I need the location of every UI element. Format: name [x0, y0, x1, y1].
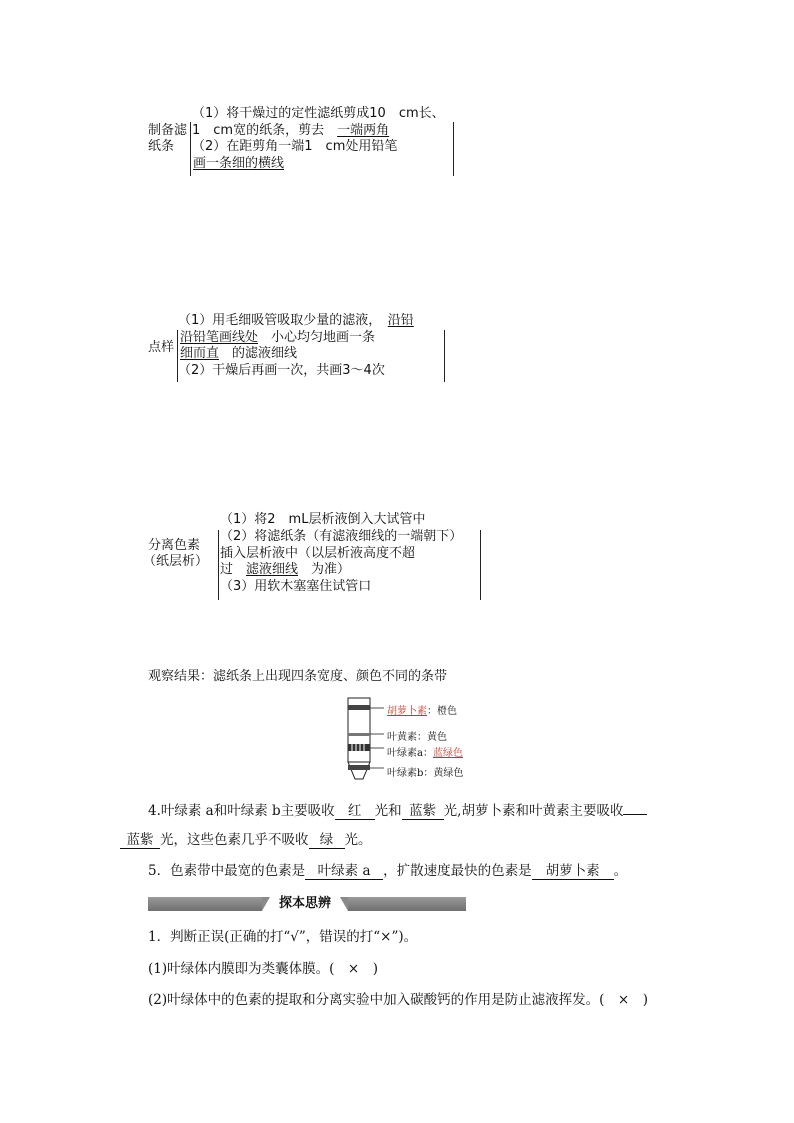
- text-span: 光,胡萝卜素和叶黄素主要吸收: [443, 803, 624, 819]
- text-line: [192, 122, 389, 139]
- banner-cap: [262, 897, 270, 911]
- answer-text: 一端两角: [337, 123, 390, 138]
- brace-right: [453, 122, 454, 176]
- text-span: 小心均匀地画一条: [258, 330, 376, 345]
- text-span: （1）用毛细吸管吸取少量的滤液，: [178, 313, 388, 328]
- band-label-chlorophyll-b: 叶绿素b：黄绿色: [387, 768, 464, 779]
- answer-blank: 蓝紫: [120, 832, 160, 849]
- section-label: 纸条: [148, 139, 175, 154]
- brace-right: [480, 530, 481, 600]
- text-span: 光，这些色素几乎不吸收: [160, 832, 309, 848]
- text-line: 插入层析液中（以层析液高度不超: [220, 546, 416, 561]
- answer-blank: 胡萝卜素: [532, 863, 614, 880]
- answer-text: 细而直: [180, 346, 220, 361]
- band-name: 叶绿素a：: [387, 748, 433, 759]
- band-label-carotene: [387, 702, 457, 717]
- text-span: 过: [220, 562, 247, 577]
- brace-right: [444, 330, 445, 382]
- text-span: 光和: [374, 803, 402, 819]
- text-line: （3）用软木塞塞住试管口: [220, 579, 372, 594]
- band-name: 胡萝卜素: [387, 706, 427, 717]
- answer-blank: 叶绿素 a: [305, 863, 383, 880]
- text-span: 。: [613, 863, 628, 879]
- answer-text: 画一条细的横线: [193, 156, 285, 171]
- text-line: （2）将滤纸条（有滤液细线的一端朝下）: [220, 529, 463, 544]
- answer-text: 沿铅: [387, 313, 414, 328]
- section-label: 分离色素: [148, 538, 201, 553]
- judge-item-2: (2)叶绿体中的色素的提取和分离实验中加入碳酸钙的作用是防止滤液挥发。( × ): [148, 992, 648, 1008]
- answer-blank-end: [623, 814, 647, 815]
- text-line: （2）干燥后再画一次，共画3～4次: [178, 363, 385, 378]
- text-span: 1 cm宽的纸条，剪去: [192, 123, 338, 138]
- text-span: 为准）: [298, 562, 351, 577]
- banner-title: 探本思辨: [270, 895, 340, 913]
- question-4-cont: [120, 830, 372, 850]
- observation-text: 观察结果：滤纸条上出现四条宽度、颜色不同的条带: [148, 669, 448, 684]
- band-label-xanthophyll: 叶黄素：黄色: [387, 732, 447, 743]
- text-line: [178, 312, 414, 329]
- question-5: [148, 861, 627, 881]
- text-span: 4.叶绿素 a和叶绿素 b主要吸收: [148, 803, 335, 819]
- text-line: [220, 561, 350, 578]
- answer-blank: 绿: [309, 832, 345, 849]
- judge-item-1: (1)叶绿体内膜即为类囊体膜。( × ): [148, 961, 378, 977]
- band-color: 蓝绿色: [432, 748, 463, 759]
- text-line: （2）在距剪角一端1 cm处用铅笔: [192, 139, 398, 154]
- text-line: （1）将2 mL层析液倒入大试管中: [220, 512, 426, 527]
- text-span: ，扩散速度最快的色素是: [383, 863, 532, 879]
- text-span: 的滤液细线: [219, 346, 298, 361]
- text-span: 光。: [344, 832, 372, 848]
- judge-title: 1．判断正误(正确的打“√”，错误的打“×”)。: [148, 929, 418, 945]
- banner-cap: [340, 897, 348, 911]
- brace-left: [190, 122, 191, 176]
- answer-text: 滤液细线: [246, 562, 299, 577]
- question-4: [148, 801, 647, 821]
- text-line: （1）将干燥过的定性滤纸剪成10 cm长、: [192, 106, 445, 121]
- section-label: （纸层析）: [143, 554, 209, 569]
- text-span: 5．色素带中最宽的色素是: [148, 863, 306, 879]
- band-label-chlorophyll-a: [387, 744, 463, 759]
- answer-blank: 红: [335, 803, 375, 820]
- answer-text: 沿铅笔画线处: [180, 330, 259, 345]
- answer-blank: 蓝紫: [402, 803, 444, 820]
- band-color: ：橙色: [427, 706, 457, 717]
- text-line: [180, 345, 297, 362]
- section-label: 制备滤: [148, 123, 188, 138]
- section-label: 点样: [148, 340, 175, 355]
- brace-left: [218, 530, 219, 600]
- text-line: [180, 329, 375, 346]
